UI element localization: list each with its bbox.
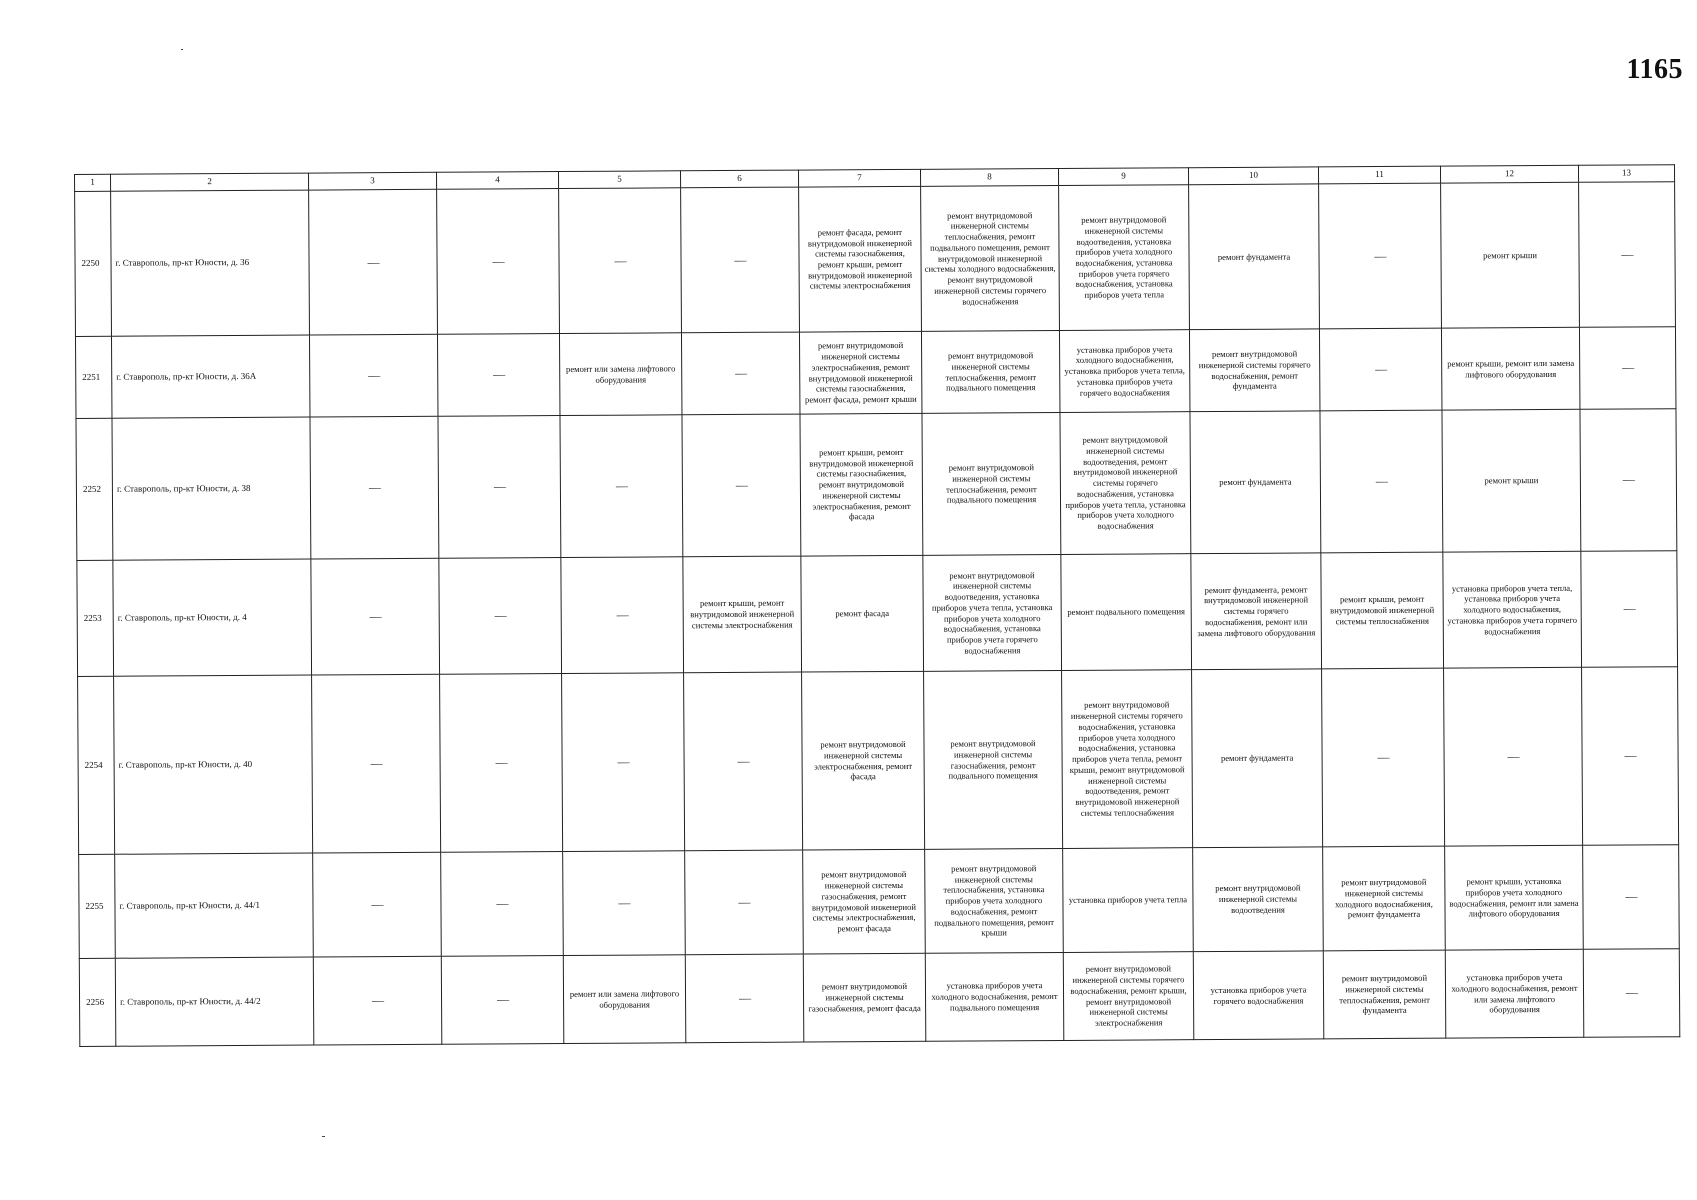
table-cell-text: —	[1623, 601, 1635, 616]
table-cell: ремонт внутридомовой инженерной системы теплоснабжения, установка приборов учета холодного водоснабжения, ремонт подвального помещения, ремонт крыши	[925, 848, 1064, 953]
row-number: 2252	[76, 418, 113, 560]
table-cell	[1444, 667, 1583, 846]
row-number: 2251	[75, 336, 112, 418]
table-cell: установка приборов учета тепла	[1063, 848, 1194, 953]
table-cell-text: —	[735, 477, 747, 492]
table-cell	[310, 416, 439, 559]
table-row	[79, 845, 1680, 959]
table-cell	[685, 850, 804, 955]
table-cell: установка приборов учета горячего водоснабжения	[1193, 951, 1324, 1040]
table-cell-text: —	[370, 756, 382, 771]
table-cell-text: —	[1624, 748, 1636, 763]
column-header: 9	[1058, 168, 1188, 186]
table-cell: ремонт крыши, ремонт внутридомовой инженерной системы газоснабжения, ремонт внутридомовой инженерной системы электроснабжения, ремонт фасада	[800, 413, 923, 556]
table-row	[79, 949, 1680, 1047]
table-cell: ремонт внутридомовой инженерной системы горячего водоснабжения, установка приборов учета холодного водоснабжения, установка приборов учета тепла, ремонт крыши, ремонт внутридомовой инженерной системы водоотведения, ремонт внутридомовой инженерной системы теплоснабжения	[1062, 670, 1193, 849]
table-cell: установка приборов учета холодного водоснабжения, установка приборов учета тепла, установка приборов учета горячего водоснабжения	[1059, 330, 1189, 413]
table-cell	[559, 188, 682, 334]
table-cell: ремонт внутридомовой инженерной системы водоотведения, ремонт внутридомовой инженерной системы горячего водоснабжения, установка приборов учета тепла, установка приборов учета холодного водоснабжения	[1060, 412, 1191, 555]
table-cell	[1319, 183, 1442, 329]
page-number: 1165	[1626, 54, 1683, 85]
column-header: 2	[111, 173, 309, 191]
row-number: 2253	[77, 560, 114, 676]
table-cell	[311, 558, 440, 675]
row-number: 2250	[75, 191, 112, 336]
table-cell	[440, 674, 563, 853]
table-cell: ремонт внутридомовой инженерной системы горячего водоснабжения, ремонт фундамента	[1189, 329, 1319, 412]
table-cell-text: —	[1377, 749, 1389, 765]
table-row	[75, 182, 1676, 337]
row-address: г. Ставрополь, пр-кт Юности, д. 4	[113, 559, 312, 676]
table-cell: ремонт подвального помещения	[1061, 554, 1192, 671]
table-cell	[560, 415, 683, 558]
table-cell-text: —	[1622, 472, 1634, 487]
table-cell-text: —	[1625, 985, 1638, 1000]
table-cell-text: —	[368, 480, 380, 495]
table-cell: ремонт внутридомовой инженерной системы холодного водоснабжения, ремонт фундамента	[1323, 846, 1446, 951]
table-cell	[1579, 182, 1676, 328]
table-cell: ремонт крыши	[1442, 409, 1581, 552]
table-cell-text: —	[1621, 246, 1633, 262]
table-cell	[1322, 668, 1445, 847]
table-cell-text: —	[739, 990, 751, 1005]
table-cell	[438, 416, 561, 559]
column-header: 5	[558, 171, 680, 189]
table-cell	[681, 187, 800, 333]
table-cell-text: —	[369, 609, 381, 624]
table-cell: ремонт или замена лифтового оборудования	[559, 333, 681, 416]
table-cell	[684, 672, 803, 851]
table-cell	[441, 956, 564, 1045]
table-cell	[441, 852, 564, 957]
row-number: 2254	[78, 676, 115, 854]
table-cell-text: —	[617, 754, 629, 769]
table-cell	[1320, 410, 1443, 553]
table-cell-text: —	[1375, 473, 1387, 489]
table-cell-text: —	[493, 367, 505, 382]
table-cell-text: —	[495, 755, 507, 770]
column-header: 12	[1440, 165, 1578, 183]
row-address: г. Ставрополь, пр-кт Юности, д. 44/2	[115, 957, 314, 1046]
table-cell	[1583, 949, 1680, 1038]
table-cell-text: —	[735, 365, 747, 380]
table-cell	[313, 852, 442, 957]
table-cell-text: —	[738, 894, 750, 909]
table-cell	[313, 956, 442, 1045]
table-cell	[1581, 551, 1678, 668]
table-cell-text: —	[1622, 360, 1634, 375]
row-address: г. Ставрополь, пр-кт Юности, д. 40	[114, 675, 313, 854]
column-header: 7	[798, 169, 920, 187]
table-row	[75, 327, 1675, 419]
table-cell	[1580, 409, 1677, 552]
table-cell-text: —	[492, 253, 504, 268]
table-cell: ремонт фундамента	[1192, 669, 1323, 848]
table-cell-text: —	[372, 993, 384, 1008]
table-cell: установка приборов учета холодного водоснабжения, ремонт или замена лифтового оборудования	[1445, 949, 1584, 1038]
table-cell: ремонт крыши, установка приборов учета холодного водоснабжения, ремонт или замена лифтового оборудования	[1445, 845, 1584, 950]
table-cell: ремонт внутридомовой инженерной системы электроснабжения, ремонт фасада	[802, 671, 925, 850]
table-cell: ремонт крыши	[1441, 182, 1580, 328]
table-cell	[437, 189, 560, 335]
table-cell	[1583, 845, 1680, 950]
table-cell	[439, 558, 562, 675]
table-cell-text: —	[496, 896, 508, 911]
table-cell-text: —	[1374, 248, 1386, 263]
table-cell: ремонт внутридомовой инженерной системы теплоснабжения, ремонт подвального помещения	[921, 330, 1059, 413]
table-cell: ремонт внутридомовой инженерной системы электроснабжения, ремонт внутридомовой инженерной системы газоснабжения, ремонт фасада, ремонт крыши	[799, 331, 921, 414]
table-cell	[1579, 327, 1675, 410]
table-cell: установка приборов учета холодного водоснабжения, ремонт подвального помещения	[925, 952, 1064, 1041]
table-cell: установка приборов учета тепла, установка приборов учета холодного водоснабжения, установка приборов учета горячего водоснабжения	[1443, 551, 1582, 668]
table-cell-text: —	[494, 608, 506, 623]
table-cell	[561, 557, 684, 674]
table-cell: ремонт крыши, ремонт внутридомовой инженерной системы теплоснабжения	[1321, 552, 1444, 669]
table-cell: ремонт фундамента, ремонт внутридомовой инженерной системы горячего водоснабжения, ремонт или замена лифтового оборудования	[1191, 553, 1322, 670]
table-cell	[309, 189, 438, 335]
row-number: 2255	[79, 854, 116, 958]
column-header: 4	[436, 172, 558, 190]
table-cell: ремонт внутридомовой инженерной системы водоотведения	[1193, 847, 1324, 952]
row-number: 2256	[79, 958, 116, 1046]
table-cell-text: —	[497, 992, 509, 1007]
table-cell: ремонт внутридомовой инженерной системы водоотведения, установка приборов учета тепла, установка приборов учета холодного водоснабжения, установка приборов учета горячего водоснабжения	[923, 554, 1062, 671]
table-cell	[1319, 328, 1441, 411]
table-cell: ремонт внутридомовой инженерной системы газоснабжения, ремонт подвального помещения	[924, 670, 1063, 849]
table-cell: ремонт внутридомовой инженерной системы теплоснабжения, ремонт подвального помещения	[922, 412, 1061, 555]
table-cell: ремонт внутридомовой инженерной системы газоснабжения, ремонт внутридомовой инженерной системы электроснабжения, ремонт фасада	[803, 849, 926, 954]
column-header: 8	[920, 168, 1058, 186]
row-address: г. Ставрополь, пр-кт Юности, д. 36А	[111, 335, 309, 418]
column-header: 10	[1188, 167, 1318, 185]
table-cell-text: —	[1375, 361, 1387, 377]
column-header: 6	[680, 170, 798, 188]
table-cell: ремонт внутридомовой инженерной системы газоснабжения, ремонт фасада	[803, 953, 926, 1042]
scan-speck	[181, 49, 183, 50]
column-header: 11	[1318, 166, 1440, 184]
scan-speck	[322, 1136, 325, 1137]
column-header: 1	[75, 174, 111, 191]
table-cell-text: —	[1625, 889, 1637, 904]
table-cell-text: —	[616, 607, 628, 622]
row-address: г. Ставрополь, пр-кт Юности, д. 44/1	[115, 853, 314, 958]
table-cell-text: —	[737, 753, 749, 768]
column-header: 13	[1578, 165, 1674, 183]
table-cell: ремонт внутридомовой инженерной системы теплоснабжения, ремонт подвального помещения, ремонт внутридомовой инженерной системы холодного водоснабжения, ремонт внутридомовой инженерной системы горячего водоснабжения	[921, 185, 1060, 331]
table-cell	[309, 334, 437, 417]
table-cell: ремонт фундамента	[1190, 411, 1321, 554]
table-row	[78, 667, 1679, 855]
table-cell	[437, 334, 559, 417]
table-cell-text: —	[371, 897, 383, 912]
table-cell-text: —	[367, 254, 379, 269]
table-cell: ремонт внутридомовой инженерной системы горячего водоснабжения, ремонт крыши, ремонт внутридомовой инженерной системы электроснабжения	[1063, 952, 1194, 1041]
table-cell	[563, 851, 686, 956]
table-cell: ремонт фасада, ремонт внутридомовой инженерной системы газоснабжения, ремонт крыши, ремонт внутридомовой инженерной системы электроснабжения	[799, 186, 922, 332]
table-cell-text: —	[493, 479, 505, 494]
row-address: г. Ставрополь, пр-кт Юности, д. 38	[112, 417, 311, 560]
table-row	[76, 409, 1677, 561]
table-cell: ремонт крыши, ремонт или замена лифтового оборудования	[1441, 327, 1579, 410]
table-cell	[562, 673, 685, 852]
repair-schedule-table	[74, 164, 1680, 1047]
table-cell: ремонт внутридомовой инженерной системы теплоснабжения, ремонт фундамента	[1323, 950, 1446, 1039]
table-cell-text: —	[734, 252, 746, 267]
table-cell	[681, 332, 799, 415]
table-cell: ремонт крыши, ремонт внутридомовой инженерной системы электроснабжения	[683, 556, 802, 673]
table-cell-text: —	[1507, 749, 1519, 764]
table-cell	[1582, 667, 1679, 846]
table-cell	[682, 414, 801, 557]
row-address: г. Ставрополь, пр-кт Юности, д. 36	[111, 190, 310, 336]
table-cell-text: —	[615, 478, 627, 493]
table-cell	[312, 674, 441, 853]
table-cell: ремонт или замена лифтового оборудования	[563, 955, 686, 1044]
table-cell: ремонт фундамента	[1189, 184, 1320, 330]
table-row	[77, 551, 1678, 677]
table-cell: ремонт фасада	[801, 555, 924, 672]
table-cell-text: —	[368, 368, 380, 383]
table-cell: ремонт внутридомовой инженерной системы водоотведения, установка приборов учета холодного водоснабжения, установка приборов учета горячего водоснабжения, установка приборов учета тепла	[1059, 185, 1190, 331]
column-header: 3	[308, 172, 436, 190]
table-cell	[685, 954, 804, 1043]
table-cell-text: —	[618, 895, 630, 910]
table-cell-text: —	[614, 253, 626, 268]
